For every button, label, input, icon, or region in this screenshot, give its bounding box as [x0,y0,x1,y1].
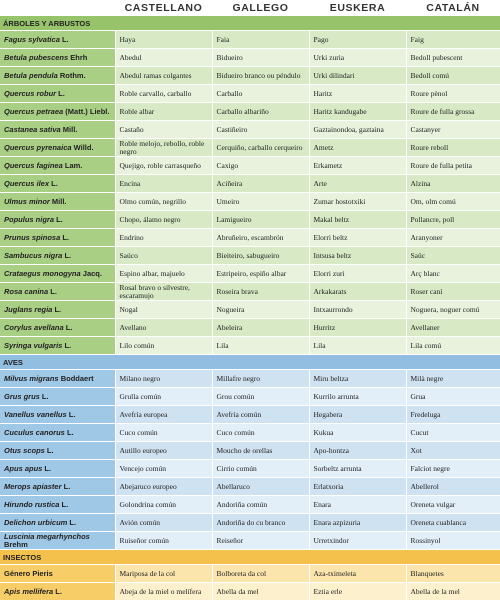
header-castellano: CASTELLANO [115,0,212,16]
scientific-name-cell [0,283,115,301]
scientific-name-cell [0,406,115,424]
name-gallego: Estripeiro, espiño albar [212,265,309,283]
name-gallego: Roseira brava [212,283,309,301]
scientific-name-cell [0,478,115,496]
name-gallego: Abeleira [212,319,309,337]
name-catalan: Alzina [406,175,500,193]
scientific-name-cell [0,31,115,49]
table-row [0,31,500,49]
name-euskera: Eztia erle [309,583,406,601]
name-castellano: Abedul [115,49,212,67]
table-row [0,211,500,229]
name-gallego: Cirrio común [212,460,309,478]
scientific-author: Mill. [60,124,78,134]
name-castellano: Lilo común [115,337,212,355]
name-gallego: Castiñeiro [212,121,309,139]
scientific-name-cell [0,247,115,265]
name-catalan: Castanyer [406,121,500,139]
scientific-name: Quercus robur [4,88,57,98]
scientific-author: L. [66,409,76,419]
table-row [0,388,500,406]
name-gallego: Bolboreta da col [212,565,309,583]
name-gallego: Aciñeira [212,175,309,193]
name-castellano: Roble carvallo, carballo [115,85,212,103]
name-catalan: Noguera, noguer comú [406,301,500,319]
scientific-name-cell [0,103,115,121]
name-euskera: Kukua [309,424,406,442]
scientific-name-cell [0,319,115,337]
scientific-name: Ulmus minor [4,196,50,206]
scientific-name-cell [0,496,115,514]
name-catalan: Grua [406,388,500,406]
name-catalan: Rossinyol [406,532,500,550]
scientific-name-cell [0,514,115,532]
table-row [0,319,500,337]
scientific-author: L. [62,340,72,350]
scientific-author: L. [62,250,72,260]
scientific-name-cell [0,337,115,355]
scientific-name-cell [0,424,115,442]
scientific-name: Sambucus nigra [4,250,63,260]
scientific-author: Jacq. [80,268,102,278]
name-catalan: Falciot negre [406,460,500,478]
name-gallego: Bidueiro [212,49,309,67]
table-row [0,337,500,355]
name-euskera: Elorri zuri [309,265,406,283]
scientific-name: Hirundo rustica [4,499,60,509]
table-row [0,265,500,283]
scientific-name-cell [0,211,115,229]
name-euskera: Ametz [309,139,406,157]
name-castellano: Ruiseñor común [115,532,212,550]
name-euskera: Elorri beltz [309,229,406,247]
name-castellano: Endrino [115,229,212,247]
table-row [0,514,500,532]
name-catalan: Aranyoner [406,229,500,247]
table-row [0,139,500,157]
name-catalan: Blanquetes [406,565,500,583]
scientific-name: Betula pubescens [4,52,69,62]
scientific-name: Fagus sylvatica [4,34,60,44]
scientific-name: Quercus petraea [4,106,64,116]
scientific-name: Corylus avellana [4,322,64,332]
table-row [0,175,500,193]
name-catalan: Abellerol [406,478,500,496]
name-euskera: Arkakarats [309,283,406,301]
header-blank [0,0,115,16]
scientific-name: Quercus faginea [4,160,63,170]
name-castellano: Avellano [115,319,212,337]
name-euskera: Pago [309,31,406,49]
scientific-name: Crataegus monogyna [4,268,81,278]
name-gallego: Avefría común [212,406,309,424]
scientific-author: L. [44,445,54,455]
scientific-name-cell [0,301,115,319]
scientific-author: L. [42,463,52,473]
name-gallego: Lila [212,337,309,355]
section-title: ÁRBOLES Y ARBUSTOS [0,16,500,31]
scientific-name-cell [0,265,115,283]
name-castellano: Abejaruco europeo [115,478,212,496]
name-castellano: Espino albar, majuelo [115,265,212,283]
name-euskera: Lila [309,337,406,355]
name-catalan: Roure reboll [406,139,500,157]
name-euskera: Makal beltz [309,211,406,229]
name-gallego: Andoriña do cu branco [212,514,309,532]
name-gallego: Bidueiro branco ou péndulo [212,67,309,85]
name-catalan: Roser caní [406,283,500,301]
table-row [0,103,500,121]
table-row [0,460,500,478]
name-catalan: Avellaner [406,319,500,337]
scientific-name: Milvus migrans [4,373,59,383]
scientific-name-cell [0,583,115,601]
name-catalan: Roure de fulla petita [406,157,500,175]
name-euskera: Zumar hostotxiki [309,193,406,211]
scientific-author: L. [59,499,69,509]
name-gallego: Moucho de orellas [212,442,309,460]
name-catalan: Arç blanc [406,265,500,283]
name-castellano: Chopo, álamo negro [115,211,212,229]
table-row [0,247,500,265]
scientific-name-cell [0,157,115,175]
scientific-name-cell [0,370,115,388]
table-row [0,157,500,175]
name-castellano: Golondrina común [115,496,212,514]
scientific-name-cell [0,460,115,478]
name-euskera: Apo-hontza [309,442,406,460]
name-castellano: Rosal bravo o silvestre, escaramujo [115,283,212,301]
name-gallego: Abellaruco [212,478,309,496]
table-row [0,442,500,460]
scientific-author: Brehm [4,539,28,549]
table-row [0,49,500,67]
scientific-author: L. [48,286,57,296]
scientific-name: Rosa canina [4,286,49,296]
scientific-author: (Matt.) Liebl. [63,106,110,116]
scientific-name-cell [0,139,115,157]
name-castellano: Nogal [115,301,212,319]
name-catalan: Faig [406,31,500,49]
name-castellano: Mariposa de la col [115,565,212,583]
name-castellano: Castaño [115,121,212,139]
name-gallego: Umeiro [212,193,309,211]
name-castellano: Haya [115,31,212,49]
table-row [0,565,500,583]
table-body [0,16,500,601]
name-gallego: Abruñeiro, escambrón [212,229,309,247]
name-euskera: Arte [309,175,406,193]
name-catalan: Milà negre [406,370,500,388]
scientific-name-cell [0,193,115,211]
section-title: AVES [0,355,500,370]
name-gallego: Millafre negro [212,370,309,388]
scientific-author: Ehrh [68,52,88,62]
name-gallego: Grou común [212,388,309,406]
name-euskera: Intxaurrondo [309,301,406,319]
scientific-author: Lam. [62,160,83,170]
scientific-name-cell [0,229,115,247]
name-euskera: Aza-tximeleta [309,565,406,583]
name-gallego: Carballo [212,85,309,103]
name-euskera: Kurrilo arrunta [309,388,406,406]
table-row [0,583,500,601]
name-gallego: Carballo albariño [212,103,309,121]
scientific-author: L. [52,304,62,314]
table-row [0,532,500,550]
name-castellano: Encina [115,175,212,193]
scientific-name: Apis mellifera [4,586,54,596]
table-row [0,85,500,103]
name-castellano: Saúco [115,247,212,265]
scientific-author: L. [61,481,71,491]
scientific-name-cell [0,565,115,583]
header-euskera: EUSKERA [309,0,406,16]
scientific-name-cell [0,388,115,406]
table-row [0,301,500,319]
name-euskera: Haritz kandugabe [309,103,406,121]
name-euskera: Intsusa beltz [309,247,406,265]
header-catalan: CATALÁN [406,0,500,16]
table-row [0,283,500,301]
name-euskera: Haritz [309,85,406,103]
scientific-name: Castanea sativa [4,124,61,134]
name-gallego: Lamigueiro [212,211,309,229]
name-castellano: Vencejo común [115,460,212,478]
name-euskera: Erlatxoria [309,478,406,496]
name-euskera: Enara [309,496,406,514]
name-castellano: Abeja de la miel o melífera [115,583,212,601]
scientific-author: Género Pieris [4,568,53,578]
scientific-name: Cuculus canorus [4,427,65,437]
name-gallego: Cerquiño, carballo cerqueiro [212,139,309,157]
name-catalan: Bedoll pubescent [406,49,500,67]
name-euskera: Urretxindor [309,532,406,550]
scientific-author: L. [64,427,74,437]
name-castellano: Avefría europea [115,406,212,424]
name-catalan: Xot [406,442,500,460]
name-euskera: Sorbeltz arrunta [309,460,406,478]
scientific-author: L. [59,34,69,44]
name-catalan: Roure pènol [406,85,500,103]
scientific-author: L. [60,232,70,242]
scientific-author: L. [39,391,49,401]
name-castellano: Avión común [115,514,212,532]
name-catalan: Bedoll comú [406,67,500,85]
scientific-name-cell [0,85,115,103]
name-gallego: Faia [212,31,309,49]
scientific-name-cell [0,175,115,193]
name-gallego: Caxigo [212,157,309,175]
scientific-name: Apus apus [4,463,43,473]
scientific-name: Quercus pyrenaica [4,142,72,152]
scientific-name: Grus grus [4,391,40,401]
scientific-name: Betula pendula [4,70,58,80]
scientific-author: L. [49,178,58,188]
scientific-author: Mill. [49,196,67,206]
table-row [0,370,500,388]
scientific-author: L. [56,88,65,98]
name-gallego: Reiseñor [212,532,309,550]
name-castellano: Roble albar [115,103,212,121]
scientific-name: Syringa vulgaris [4,340,63,350]
name-catalan: Fredeluga [406,406,500,424]
scientific-name: Vanellus vanellus [4,409,67,419]
name-euskera: Urki dilindari [309,67,406,85]
name-castellano: Milano negro [115,370,212,388]
name-catalan: Pollancre, poll [406,211,500,229]
section-header-insects [0,550,500,565]
name-euskera: Erkametz [309,157,406,175]
section-header-trees [0,16,500,31]
scientific-name: Juglans regia [4,304,53,314]
scientific-name: Otus scops [4,445,45,455]
name-gallego: Nogueira [212,301,309,319]
name-euskera: Enara azpizuria [309,514,406,532]
name-castellano: Autillo europeo [115,442,212,460]
scientific-author: L. [54,214,63,224]
scientific-name: Delichon urbicum [4,517,68,527]
name-gallego: Bieiteiro, sabugueiro [212,247,309,265]
table-row [0,229,500,247]
header-row [0,0,500,16]
scientific-name: Luscinia megarhynchos [4,531,90,541]
table-row [0,193,500,211]
scientific-author: Rothm. [57,70,86,80]
name-euskera: Hurritz [309,319,406,337]
scientific-author: L. [63,322,73,332]
name-euskera: Hegabera [309,406,406,424]
scientific-author: Boddaert [58,373,94,383]
name-euskera: Gaztainondoa, gaztaina [309,121,406,139]
table-row [0,121,500,139]
name-castellano: Roble melojo, rebollo, roble negro [115,139,212,157]
scientific-name-cell [0,49,115,67]
name-castellano: Abedul ramas colgantes [115,67,212,85]
scientific-name: Quercus ilex [4,178,50,188]
name-catalan: Saüc [406,247,500,265]
scientific-name: Merops apiaster [4,481,62,491]
scientific-name: Populus nigra [4,214,55,224]
scientific-author: Willd. [71,142,94,152]
section-title: INSECTOS [0,550,500,565]
name-euskera: Urki zuria [309,49,406,67]
name-castellano: Olmo común, negrillo [115,193,212,211]
name-gallego: Abella da mel [212,583,309,601]
scientific-name-cell [0,67,115,85]
scientific-name-cell [0,121,115,139]
scientific-author: L. [67,517,77,527]
scientific-name-cell [0,442,115,460]
section-header-birds [0,355,500,370]
table-row [0,67,500,85]
scientific-name: Prunus spinosa [4,232,61,242]
name-gallego: Cuco común [212,424,309,442]
scientific-author: L. [53,586,62,596]
name-catalan: Oreneta vulgar [406,496,500,514]
name-catalan: Roure de fulla grossa [406,103,500,121]
name-catalan: Abella de la mel [406,583,500,601]
table-row [0,406,500,424]
scientific-name-cell [0,532,115,550]
table-row [0,478,500,496]
table-row [0,496,500,514]
name-catalan: Lila comú [406,337,500,355]
name-catalan: Cucut [406,424,500,442]
name-catalan: Oreneta cuablanca [406,514,500,532]
name-castellano: Grulla común [115,388,212,406]
table-row [0,424,500,442]
name-castellano: Quejigo, roble carrasqueño [115,157,212,175]
name-gallego: Andoriña común [212,496,309,514]
header-gallego: GALLEGO [212,0,309,16]
name-castellano: Cuco común [115,424,212,442]
name-euskera: Miru beltza [309,370,406,388]
name-catalan: Om, olm comú [406,193,500,211]
